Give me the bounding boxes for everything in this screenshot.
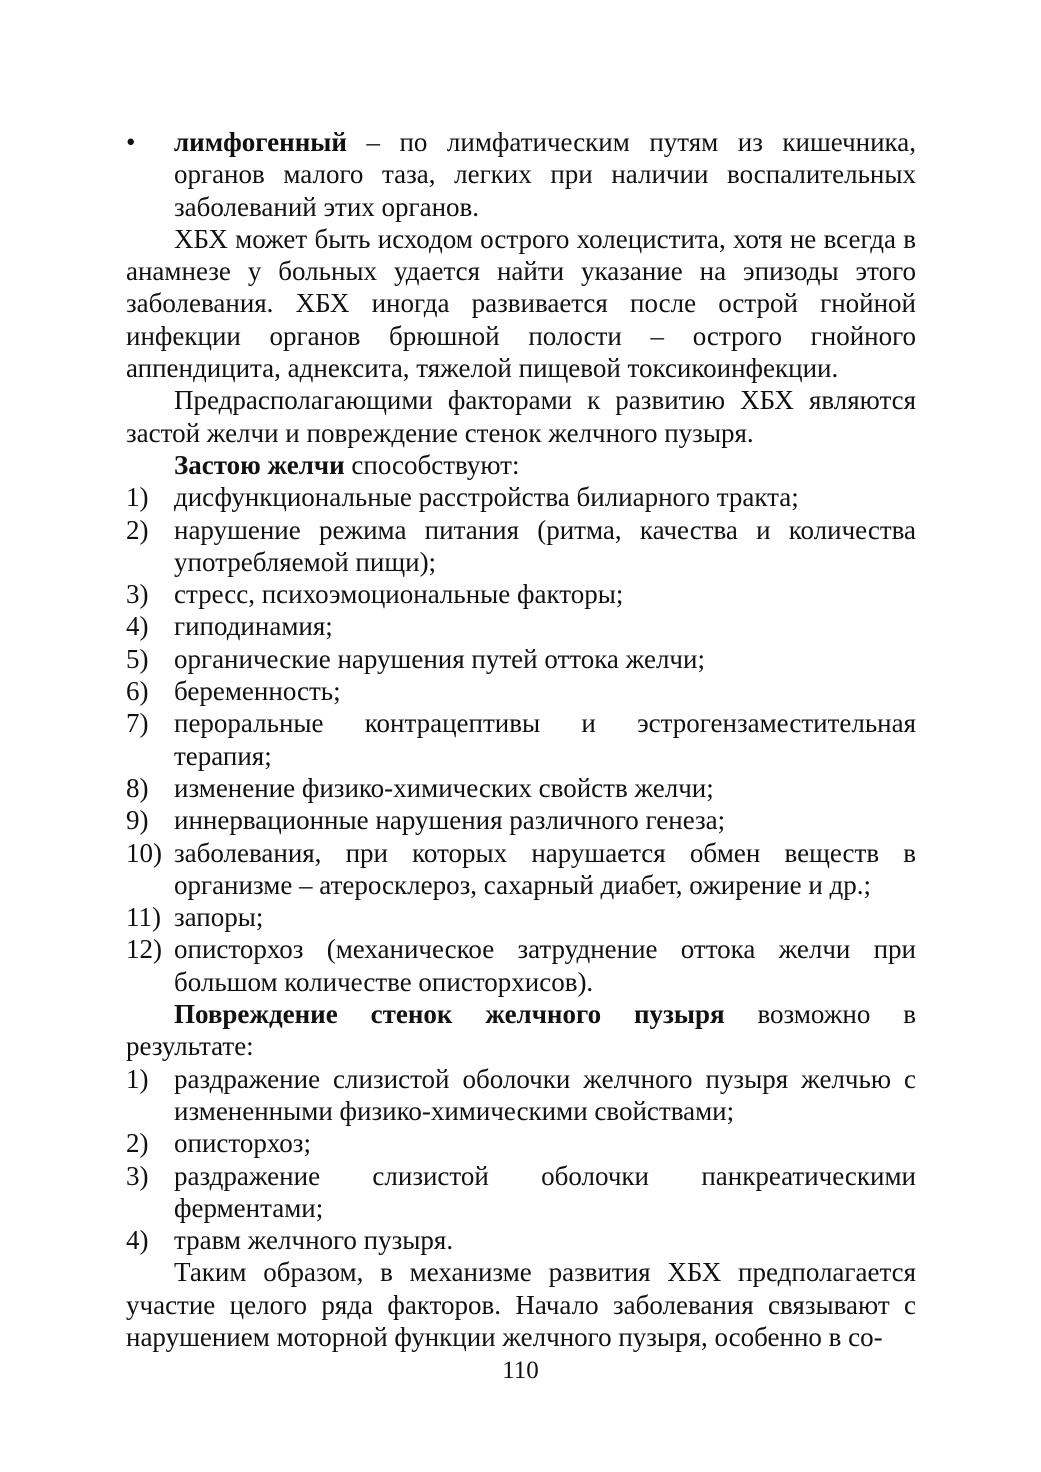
stasis-heading — [126, 449, 916, 481]
stasis-heading-bold: Застою желчи — [174, 449, 345, 480]
damage-heading — [126, 998, 916, 1063]
list-item-text: раздражение слизистой оболочки желчного пузыря желчью с измененными физико-химическими свойствами; — [174, 1063, 916, 1126]
list-item-text: запоры; — [174, 902, 264, 933]
list-item — [126, 1160, 916, 1225]
page-number: 110 — [502, 1357, 539, 1384]
list-item-number: 4) — [126, 1225, 149, 1256]
list-item-number: 2) — [126, 1128, 149, 1159]
bullet-item-lymphogenic — [126, 126, 916, 223]
list-item — [126, 578, 916, 610]
list-item — [126, 804, 916, 836]
list-item — [126, 610, 916, 642]
list-item-number: 1) — [126, 482, 149, 513]
bold-term: лимфогенный — [174, 127, 347, 157]
list-item — [126, 1224, 916, 1256]
damage-list — [126, 1063, 916, 1257]
list-item-text: пероральные контрацептивы и эстрогензаместительная терапия; — [174, 708, 916, 771]
list-item — [126, 933, 916, 998]
list-item-text: описторхоз; — [174, 1128, 311, 1159]
list-item-text: травм желчного пузыря. — [174, 1225, 454, 1256]
list-item-number: 8) — [126, 772, 149, 803]
paragraph-chronic-outcome: ХБХ может быть исходом острого холецистита, хотя не всегда в анамнезе у больных удается найти указание на эпизоды этого заболевания. ХБХ иногда развивается после острой гнойной инфекции органов брюшной полости – острого гнойного аппендицита, аднексита, тяжелой пищевой токсикоинфекции. — [126, 223, 916, 384]
list-item — [126, 707, 916, 772]
list-item-text: гиподинамия; — [174, 611, 333, 642]
paragraph-conclusion: Таким образом, в механизме развития ХБХ предполагается участие целого ряда факторов. Начало заболевания связывают с нарушением моторной функции желчного пузыря, особенно в со- — [126, 1257, 916, 1352]
list-item-text: стресс, психоэмоциональные факторы; — [174, 579, 624, 610]
list-item — [126, 1127, 916, 1159]
paragraph-predisposing-factors: Предрасполагающими факторами к развитию ХБХ являются застой желчи и повреждение стенок желчного пузыря. — [126, 385, 916, 448]
stasis-list — [126, 481, 916, 998]
list-item-text: нарушение режима питания (ритма, качества и количества употребляемой пищи); — [174, 514, 916, 577]
list-item-text: изменение физико-химических свойств желчи; — [174, 772, 714, 803]
list-item — [126, 901, 916, 933]
bullet-text: – по лимфатическим путям из кишечника, органов малого таза, легких при наличии воспалительных заболеваний этих органов. — [174, 127, 916, 222]
list-item-number: 11) — [126, 902, 161, 933]
list-item — [126, 837, 916, 902]
list-item — [126, 514, 916, 579]
list-item-text: дисфункциональные расстройства билиарного тракта; — [174, 482, 799, 513]
list-item — [126, 643, 916, 675]
list-item-text: иннервационные нарушения различного генеза; — [174, 805, 726, 836]
damage-heading-bold: Повреждение стенок желчного пузыря — [174, 999, 725, 1030]
list-item-number: 6) — [126, 676, 149, 707]
list-item-text: органические нарушения путей оттока желчи; — [174, 643, 705, 674]
list-item — [126, 772, 916, 804]
page-body — [126, 126, 916, 1353]
list-item-text: заболевания, при которых нарушается обмен веществ в организме – атеросклероз, сахарный диабет, ожирение и др.; — [174, 837, 916, 900]
list-item-number: 10) — [126, 837, 162, 868]
list-item-number: 7) — [126, 708, 149, 739]
list-item-number: 5) — [126, 643, 149, 674]
list-item — [126, 481, 916, 513]
list-item — [126, 1063, 916, 1128]
list-item-number: 4) — [126, 611, 149, 642]
list-item-text: раздражение слизистой оболочки панкреатическими ферментами; — [174, 1160, 916, 1223]
list-item-text: беременность; — [174, 676, 341, 707]
list-item-number: 12) — [126, 934, 162, 965]
list-item-text: описторхоз (механическое затруднение оттока желчи при большом количестве описторхисов). — [174, 934, 916, 997]
stasis-heading-text: способствуют: — [344, 449, 520, 480]
bullet-mark: • — [126, 127, 136, 157]
list-item-number: 1) — [126, 1063, 149, 1094]
list-item-number: 9) — [126, 805, 149, 836]
list-item-number: 2) — [126, 514, 149, 545]
list-item-number: 3) — [126, 1160, 149, 1191]
list-item-number: 3) — [126, 579, 149, 610]
list-item — [126, 675, 916, 707]
damage-heading-text: возможно в результате: — [126, 999, 916, 1062]
